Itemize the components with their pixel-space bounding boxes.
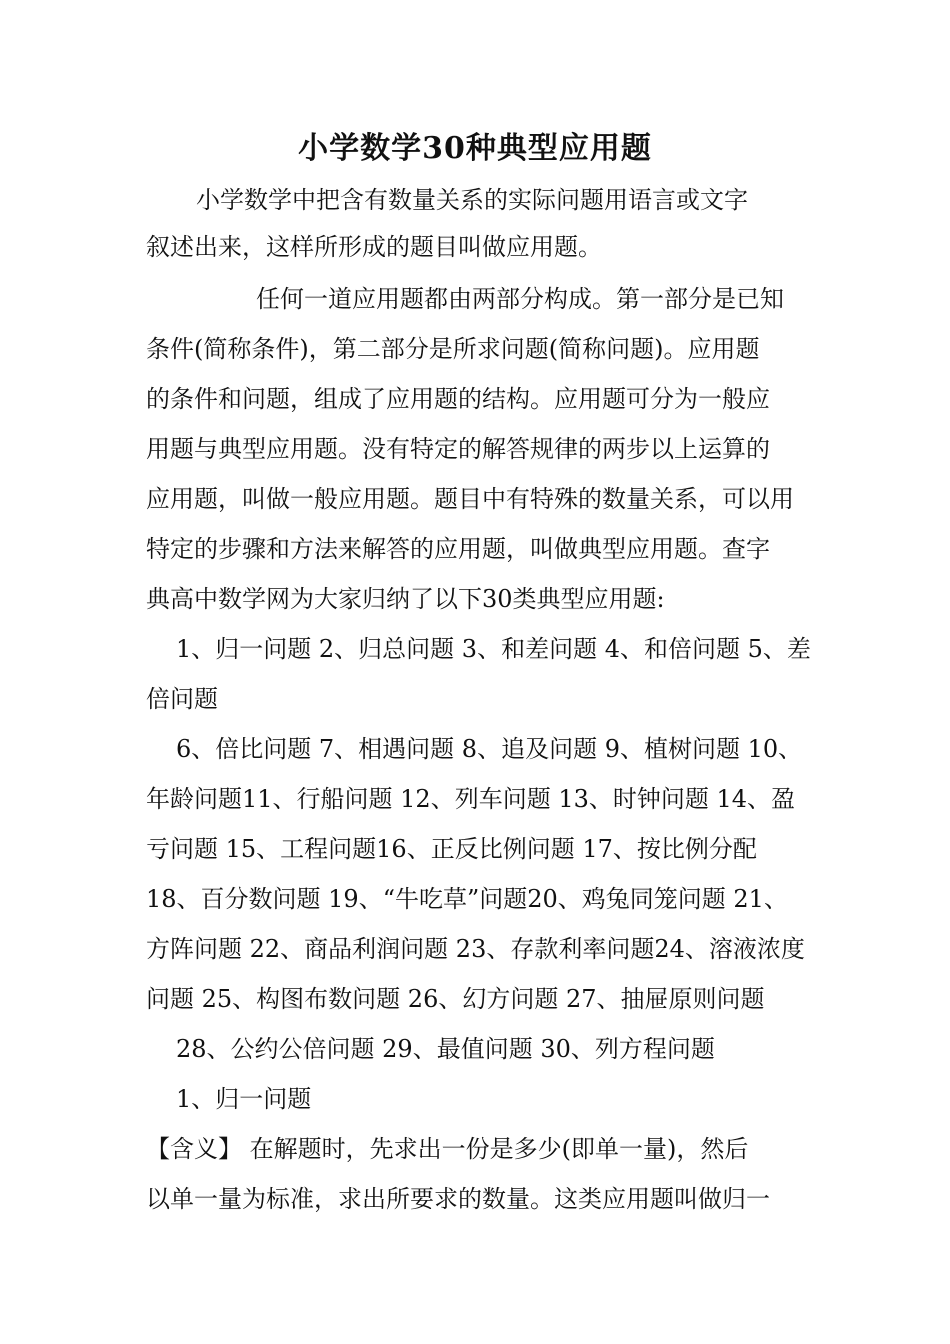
paragraph-line: 1、归一问题 2、归总问题 3、和差问题 4、和倍问题 5、差 <box>176 635 811 663</box>
paragraph-line: 6、倍比问题 7、相遇问题 8、追及问题 9、植树问题 10、 <box>176 735 803 763</box>
paragraph-line: 方阵问题 22、商品利润问题 23、存款利率问题24、溶液浓度 <box>146 935 805 963</box>
paragraph-line: 小学数学中把含有数量关系的实际问题用语言或文字 <box>196 186 748 214</box>
section-heading: 1、归一问题 <box>176 1085 312 1113</box>
paragraph-line: 用题与典型应用题。没有特定的解答规律的两步以上运算的 <box>146 435 770 463</box>
paragraph-line: 【含义】 在解题时，先求出一份是多少(即单一量)，然后 <box>146 1135 749 1163</box>
paragraph-line: 18、百分数问题 19、“牛吃草”问题20、鸡兔同笼问题 21、 <box>146 885 788 913</box>
paragraph-line: 应用题，叫做一般应用题。题目中有特殊的数量关系，可以用 <box>146 485 794 513</box>
paragraph-line: 任何一道应用题都由两部分构成。第一部分是已知 <box>256 285 784 313</box>
paragraph-line: 条件(简称条件)，第二部分是所求问题(简称问题)。应用题 <box>146 335 760 363</box>
paragraph-line: 叙述出来，这样所形成的题目叫做应用题。 <box>146 233 602 261</box>
paragraph-line: 典高中数学网为大家归纳了以下30类典型应用题: <box>146 585 665 613</box>
document-title: 小学数学30种典型应用题 <box>298 131 652 166</box>
paragraph-line: 特定的步骤和方法来解答的应用题，叫做典型应用题。查字 <box>146 535 770 563</box>
paragraph-line: 亏问题 15、工程问题16、正反比例问题 17、按比例分配 <box>146 835 757 863</box>
paragraph-line: 年龄问题11、行船问题 12、列车问题 13、时钟问题 14、盈 <box>146 785 796 813</box>
paragraph-line: 倍问题 <box>146 685 218 713</box>
paragraph-line: 的条件和问题，组成了应用题的结构。应用题可分为一般应 <box>146 385 770 413</box>
paragraph-line: 28、公约公倍问题 29、最值问题 30、列方程问题 <box>176 1035 715 1063</box>
paragraph-line: 以单一量为标准，求出所要求的数量。这类应用题叫做归一 <box>146 1185 770 1213</box>
paragraph-line: 问题 25、构图布数问题 26、幻方问题 27、抽屉原则问题 <box>146 985 765 1013</box>
